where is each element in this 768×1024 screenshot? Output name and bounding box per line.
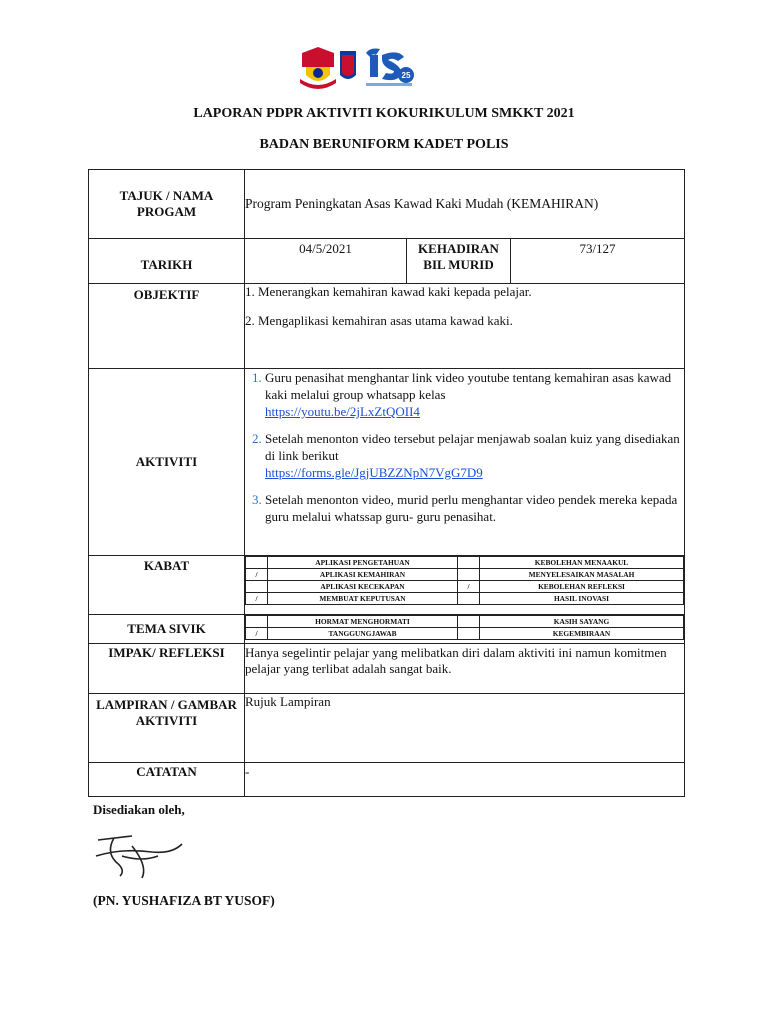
kehadiran-value: 73/127 [511,239,685,284]
kabat-checkbox-right [458,569,480,581]
kabat-checkbox-left [246,557,268,569]
kehadiran-label: KEHADIRAN BIL MURID [407,239,511,284]
kabat-item-left: MEMBUAT KEPUTUSAN [268,593,458,605]
signature-icon [92,826,188,882]
sivik-item-left: TANGGUNGJAWAB [268,628,458,640]
kabat-checkbox-left: / [246,569,268,581]
svg-text:25: 25 [401,71,411,80]
row-lampiran [89,694,685,763]
report-subtitle: BADAN BERUNIFORM KADET POLIS [259,137,509,152]
tarikh-label: TARIKH [89,239,245,284]
aktiviti-item: 2. Setelah menonton video tersebut pelajar menjawab soalan kuiz yang disediakan di link berikut https://forms.gle/JgjUBZZNpN7VgG7D9 [265,430,684,481]
kabat-item-left: APLIKASI PENGETAHUAN [268,557,458,569]
kabat-item-right: MENYELESAIKAN MASALAH [480,569,684,581]
row-impak [89,644,685,694]
kabat-item-right: KEBOLEHAN REFLEKSI [480,581,684,593]
forms-link[interactable]: https://forms.gle/JgjUBZZNpN7VgG7D9 [265,465,483,480]
kabat-row [246,557,684,569]
row-kabat [89,556,685,615]
kabat-item-left: APLIKASI KECEKAPAN [268,581,458,593]
kabat-item-right: KEBOLEHAN MENAAKUL [480,557,684,569]
row-aktiviti [89,369,685,556]
kabat-item-left: APLIKASI KEMAHIRAN [268,569,458,581]
youtube-link[interactable]: https://youtu.be/2jLxZtQOII4 [265,404,420,419]
sivik-checkbox-left [246,616,268,628]
catatan-value: - [245,763,685,797]
kabat-checkbox-left: / [246,593,268,605]
aktiviti-list [245,369,684,525]
sivik-row [246,616,684,628]
kabat-checkbox-left [246,581,268,593]
ts25-logo-icon [366,49,414,87]
objektif-label: OBJEKTIF [89,284,245,369]
kabat-row [246,581,684,593]
tajuk-label: TAJUK / NAMA PROGAM [89,170,245,239]
kabat-row [246,569,684,581]
kabat-checkbox-right: / [458,581,480,593]
kabat-checkbox-right [458,593,480,605]
preparer-name: (PN. YUSHAFIZA BT YUSOF) [93,893,275,908]
row-tarikh [89,239,685,284]
sivik-checkbox-left: / [246,628,268,640]
impak-value: Hanya segelintir pelajar yang melibatkan diri dalam aktiviti ini namun komitmen pelajar yang terlibat adalah sangat baik. [245,644,685,694]
kabat-item-right: HASIL INOVASI [480,593,684,605]
school-logos [300,45,440,91]
sivik-checkbox-right [458,616,480,628]
tarikh-value: 04/5/2021 [245,239,407,284]
aktiviti-item: 1. Guru penasihat menghantar link video youtube tentang kemahiran asas kawad kaki melalui group whatsapp kelas https://youtu.be/2jLxZtQOII4 [265,369,684,420]
lampiran-value: Rujuk Lampiran [245,694,685,763]
report-table [88,169,685,797]
row-tajuk [89,170,685,239]
catatan-label: CATATAN [89,763,245,797]
kabat-row [246,593,684,605]
kabat-grid [245,556,685,615]
prepared-by-label: Disediakan oleh, [93,802,185,817]
impak-label: IMPAK/ REFLEKSI [89,644,245,694]
row-tema-sivik [89,615,685,644]
sivik-grid [245,615,685,644]
aktiviti-item: 3. Setelah menonton video, murid perlu menghantar video pendek mereka kepada guru melalui whatssap guru- guru penasihat. [265,491,684,525]
objektif-value [245,284,685,369]
kabat-label: KABAT [89,556,245,615]
sivik-row [246,628,684,640]
report-title: LAPORAN PDPR AKTIVITI KOKURIKULUM SMKKT 2021 [193,106,575,121]
sivik-checkbox-right [458,628,480,640]
sivik-item-right: KEGEMBIRAAN [480,628,684,640]
tajuk-value: Program Peningkatan Asas Kawad Kaki Mudah (KEMAHIRAN) [245,170,685,239]
crest-logo-icon [300,47,356,89]
aktiviti-value [245,369,685,556]
aktiviti-label: AKTIVITI [89,369,245,556]
tema-sivik-label: TEMA SIVIK [89,615,245,644]
row-objektif [89,284,685,369]
sivik-item-left: HORMAT MENGHORMATI [268,616,458,628]
kabat-checkbox-right [458,557,480,569]
lampiran-label: LAMPIRAN / GAMBAR AKTIVITI [89,694,245,763]
objektif-item: 2. Mengaplikasi kemahiran asas utama kawad kaki. [245,313,513,328]
sivik-item-right: KASIH SAYANG [480,616,684,628]
objektif-item: 1. Menerangkan kemahiran kawad kaki kepada pelajar. [245,284,532,299]
row-catatan [89,763,685,797]
